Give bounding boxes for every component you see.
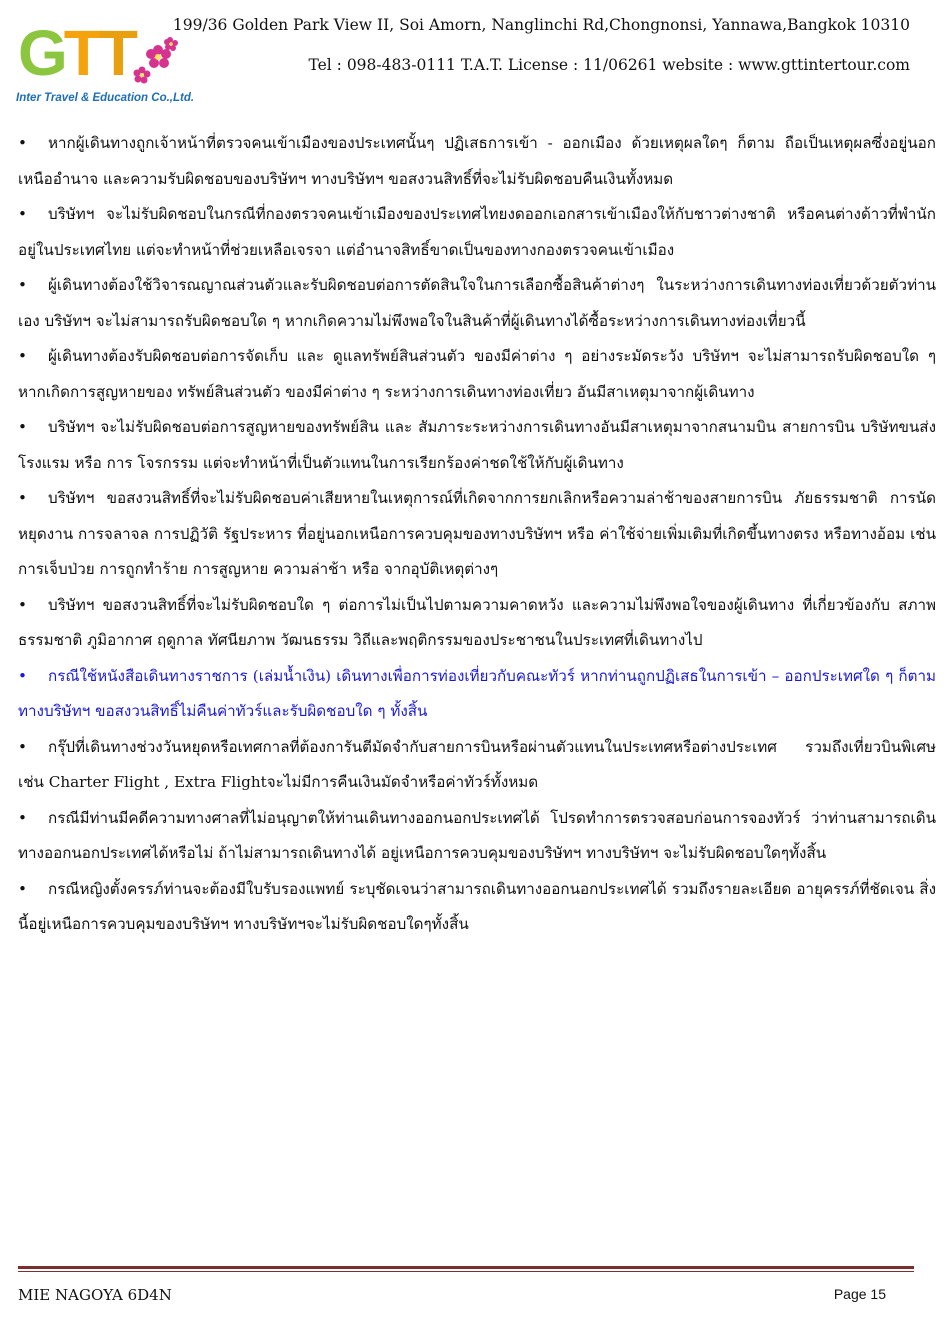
company-logo <box>14 17 195 112</box>
term-text: กรณีหญิงตั้งครรภ์ท่านจะต้องมีใบรับรองแพทย์ ระบุชัดเจนว่าสามารถเดินทางออกนอกประเทศได้ รวมถึงรายละเอียด อายุครรภ์ที่ชัดเจน สิ่งนี้อยู่เหนือการควบคุมของบริษัทฯ ทางบริษัทฯจะไม่รับผิดชอบใดๆทั้งสิ้น <box>18 879 936 933</box>
term-item <box>18 730 936 801</box>
tour-code: MIE NAGOYA 6D4N <box>18 1286 172 1304</box>
bullet-icon: • <box>18 347 27 365</box>
term-item <box>18 481 936 588</box>
term-item-highlight <box>18 659 936 730</box>
company-contact: Tel : 098-483-0111 T.A.T. License : 11/06261 website : www.gttintertour.com <box>308 56 910 74</box>
bullet-icon: • <box>18 134 27 152</box>
bullet-icon: • <box>18 595 27 614</box>
footer-divider-thin <box>18 1271 914 1272</box>
page-header <box>0 0 950 115</box>
term-item <box>18 588 936 659</box>
bullet-icon: • <box>18 666 27 685</box>
term-text: บริษัทฯ จะไม่รับผิดชอบในกรณีที่กองตรวจคนเข้าเมืองของประเทศไทยงดออกเอกสารเข้าเมืองให้กับชาวต่างชาติ หรือคนต่างด้าวที่พำนักอยู่ในประเทศไทย แต่จะทำหน้าที่ช่วยเหลือเจรจา แต่อำนาจสิทธิ์ขาดเป็นของทางกองตรวจคนเข้าเมือง <box>18 205 936 259</box>
bullet-icon: • <box>18 808 27 827</box>
bullet-icon: • <box>18 205 27 223</box>
term-text: กรณีใช้หนังสือเดินทางราชการ (เล่มน้ำเงิน) เดินทางเพื่อการท่องเที่ยวกับคณะทัวร์ หากท่านถูกปฏิเสธในการเข้า – ออกประเทศใด ๆ ก็ตาม ทางบริษัทฯ ขอสงวนสิทธิ์ไม่คืนค่าทัวร์และรับผิดชอบใด ๆ ทั้งสิ้น <box>18 666 936 720</box>
term-item <box>18 126 936 197</box>
bullet-icon: • <box>18 418 27 436</box>
logo-letters: GTT <box>18 17 134 89</box>
term-text: บริษัทฯ ขอสงวนสิทธิ์ที่จะไม่รับผิดชอบใด ๆ ต่อการไม่เป็นไปตามความคาดหวัง และความไม่พึงพอใจของผู้เดินทาง ที่เกี่ยวข้องกับ สภาพธรรมชาติ ภูมิอากาศ ฤดูกาล ทัศนียภาพ วัฒนธรรม วิถีและพฤติกรรมของประชาชนในประเทศที่เดินทางไป <box>18 595 936 649</box>
term-item <box>18 410 936 481</box>
bullet-icon: • <box>18 489 27 507</box>
footer-divider <box>18 1266 914 1269</box>
term-text: กรณีมีท่านมีคดีความทางศาลที่ไม่อนุญาตให้ท่านเดินทางออกนอกประเทศได้ โปรดทำการตรวจสอบก่อนการจองทัวร์ ว่าท่านสามารถเดินทางออกนอกประเทศได้หรือไม่ ถ้าไม่สามารถเดินทางได้ อยู่เหนือการควบคุมของบริษัทฯ ทางบริษัทฯ จะไม่รับผิดชอบใดๆทั้งสิ้น <box>18 808 936 862</box>
term-item <box>18 339 936 410</box>
terms-list <box>18 126 936 943</box>
flower-icon <box>128 30 178 86</box>
logo-tagline: Inter Travel & Education Co.,Ltd. <box>16 92 195 104</box>
bullet-icon: • <box>18 276 27 294</box>
page-number: Page 15 <box>833 1286 886 1302</box>
term-text: หากผู้เดินทางถูกเจ้าหน้าที่ตรวจคนเข้าเมืองของประเทศนั้นๆ ปฏิเสธการเข้า - ออกเมือง ด้วยเหตุผลใดๆ ก็ตาม ถือเป็นเหตุผลซึ่งอยู่นอกเหนืออำนาจ และความรับผิดชอบของบริษัทฯ ทางบริษัทฯ ขอสงวนสิทธิ์ที่จะไม่รับผิดชอบคืนเงินทั้งหมด <box>18 134 936 188</box>
company-address: 199/36 Golden Park View II, Soi Amorn, Nanglinchi Rd,Chongnonsi, Yannawa,Bangkok 10310 <box>172 16 910 34</box>
term-item <box>18 872 936 943</box>
term-item <box>18 801 936 872</box>
term-text: กรุ๊ปที่เดินทางช่วงวันหยุดหรือเทศกาลที่ต้องการันตีมัดจำกับสายการบินหรือผ่านตัวแทนในประเทศหรือต่างประเทศ รวมถึงเที่ยวบินพิเศษ เช่น Charter Flight , Extra Flightจะไม่มีการคืนเงินมัดจำหรือค่าทัวร์ทั้งหมด <box>18 737 936 791</box>
term-text: ผู้เดินทางต้องใช้วิจารณญาณส่วนตัวและรับผิดชอบต่อการตัดสินใจในการเลือกซื้อสินค้าต่างๆ ในระหว่างการเดินทางท่องเที่ยวด้วยตัวท่านเอง บริษัทฯ จะไม่สามารถรับผิดชอบใด ๆ หากเกิดความไม่พึงพอใจในสินค้าที่ผู้เดินทางได้ซื้อระหว่างการเดินทางท่องเที่ยวนี้ <box>18 276 936 330</box>
bullet-icon: • <box>18 879 27 898</box>
term-item <box>18 268 936 339</box>
bullet-icon: • <box>18 737 27 756</box>
term-item <box>18 197 936 268</box>
term-text: ผู้เดินทางต้องรับผิดชอบต่อการจัดเก็บ และ ดูแลทรัพย์สินส่วนตัว ของมีค่าต่าง ๆ อย่างระมัดระวัง บริษัทฯ จะไม่สามารถรับผิดชอบใด ๆ หากเกิดการสูญหายของ ทรัพย์สินส่วนตัว ของมีค่าต่าง ๆ ระหว่างการเดินทางท่องเที่ยว อันมีสาเหตุมาจากผู้เดินทาง <box>18 347 936 401</box>
term-text: บริษัทฯ ขอสงวนสิทธิ์ที่จะไม่รับผิดชอบค่าเสียหายในเหตุการณ์ที่เกิดจากการยกเลิกหรือความล่าช้าของสายการบิน ภัยธรรมชาติ การนัดหยุดงาน การจลาจล การปฏิวัติ รัฐประหาร ที่อยู่นอกเหนือการควบคุมของทางบริษัทฯ หรือ ค่าใช้จ่ายเพิ่มเติมที่เกิดขึ้นทางตรง หรือทางอ้อม เช่น การเจ็บป่วย การถูกทำร้าย การสูญหาย ความล่าช้า หรือ จากอุบัติเหตุต่างๆ <box>18 489 936 578</box>
term-text: บริษัทฯ จะไม่รับผิดชอบต่อการสูญหายของทรัพย์สิน และ สัมภาระระหว่างการเดินทางอันมีสาเหตุมาจากสนามบิน สายการบิน บริษัทขนส่ง โรงแรม หรือ การ โจรกรรม แต่จะทำหน้าที่เป็นตัวแทนในการเรียกร้องค่าชดใช้ให้กับผู้เดินทาง <box>18 418 936 472</box>
